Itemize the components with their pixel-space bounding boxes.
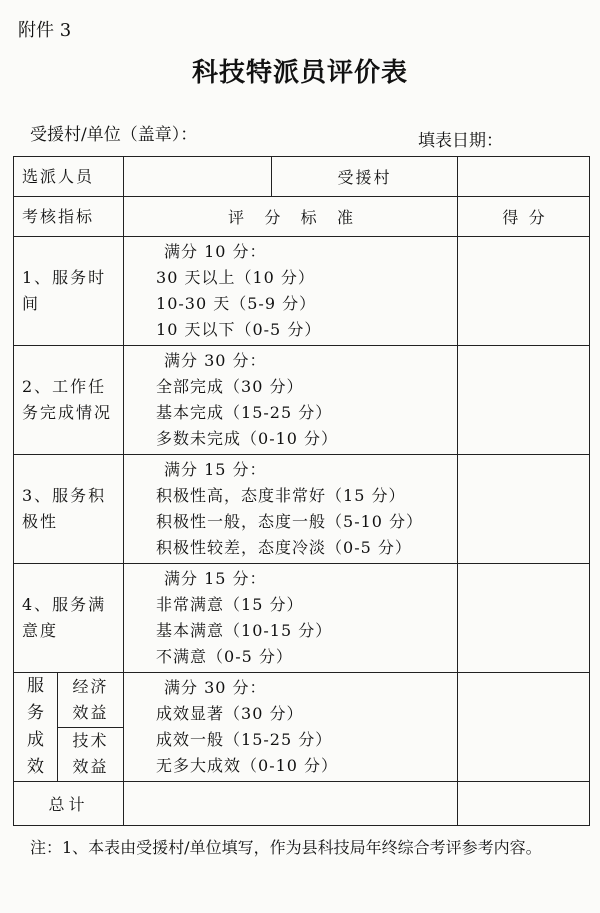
- total-row: [14, 782, 590, 826]
- score-header: 得 分: [458, 197, 590, 237]
- criteria-line: 满分 30 分：: [164, 678, 267, 697]
- footnote: 注：1、本表由受援村/单位填写，作为县科技局年终综合考评参考内容。: [30, 838, 542, 857]
- village-label: 受援村: [272, 157, 458, 197]
- score-cell[interactable]: [458, 346, 590, 455]
- criteria-line: 基本满意（10-15 分）: [156, 621, 333, 640]
- personnel-value-cell[interactable]: [124, 157, 272, 197]
- header-row: [14, 197, 590, 237]
- score-cell[interactable]: [458, 455, 590, 564]
- criteria-cell: [124, 564, 458, 673]
- criteria-line: 满分 15 分：: [164, 460, 267, 479]
- total-score-cell[interactable]: [458, 782, 590, 826]
- criteria-line: 无多大成效（0-10 分）: [156, 756, 339, 775]
- criteria-cell: [124, 237, 458, 346]
- criteria-cell: [124, 455, 458, 564]
- form-title: 科技特派员评价表: [191, 58, 408, 88]
- criteria-line: 非常满意（15 分）: [156, 595, 304, 614]
- economic-benefit-label: 经济 效益: [58, 673, 124, 728]
- evaluation-table: [13, 156, 590, 826]
- table-row: [14, 455, 590, 564]
- criteria-line: 成效一般（15-25 分）: [156, 730, 333, 749]
- criteria-cell: [124, 346, 458, 455]
- criteria-line: 10-30 天（5-9 分）: [156, 294, 317, 313]
- table-row: [14, 237, 590, 346]
- criteria-line: 不满意（0-5 分）: [156, 647, 293, 666]
- unit-stamp-label: 受援村/单位（盖章）：: [30, 125, 198, 145]
- table-row: [14, 346, 590, 455]
- indicator-label: 4、服务满意度: [14, 564, 124, 673]
- service-effect-label: 服 务 成 效: [14, 673, 58, 782]
- personnel-row: [14, 157, 590, 197]
- indicator-label: 3、服务积极性: [14, 455, 124, 564]
- standard-header: 评 分 标 准: [124, 197, 458, 237]
- score-cell[interactable]: [458, 237, 590, 346]
- criteria-line: 10 天以下（0-5 分）: [156, 320, 322, 339]
- criteria-line: 30 天以上（10 分）: [156, 268, 315, 287]
- village-value-cell[interactable]: [458, 157, 590, 197]
- criteria-line: 积极性高，态度非常好（15 分）: [156, 486, 406, 505]
- criteria-line: 积极性一般，态度一般（5-10 分）: [156, 512, 424, 531]
- criteria-line: 基本完成（15-25 分）: [156, 403, 333, 422]
- effect-criteria-cell: [124, 673, 458, 782]
- indicator-label: 1、服务时间: [14, 237, 124, 346]
- criteria-line: 满分 30 分：: [164, 351, 267, 370]
- criteria-line: 满分 15 分：: [164, 569, 267, 588]
- total-label: 总计: [14, 782, 124, 826]
- personnel-label: 选派人员: [14, 157, 124, 197]
- total-blank-cell: [124, 782, 458, 826]
- effect-row-economic: [14, 673, 590, 728]
- score-cell[interactable]: [458, 673, 590, 782]
- fill-date-label: 填表日期：: [418, 131, 503, 151]
- technical-benefit-label: 技术 效益: [58, 727, 124, 782]
- criteria-line: 成效显著（30 分）: [156, 704, 304, 723]
- indicator-label: 2、工作任务完成情况: [14, 346, 124, 455]
- criteria-line: 多数未完成（0-10 分）: [156, 429, 339, 448]
- score-cell[interactable]: [458, 564, 590, 673]
- indicator-header: 考核指标: [14, 197, 124, 237]
- criteria-line: 全部完成（30 分）: [156, 377, 304, 396]
- criteria-line: 满分 10 分：: [164, 242, 267, 261]
- table-row: [14, 564, 590, 673]
- criteria-line: 积极性较差，态度冷淡（0-5 分）: [156, 538, 412, 557]
- attachment-label: 附件 3: [18, 20, 72, 41]
